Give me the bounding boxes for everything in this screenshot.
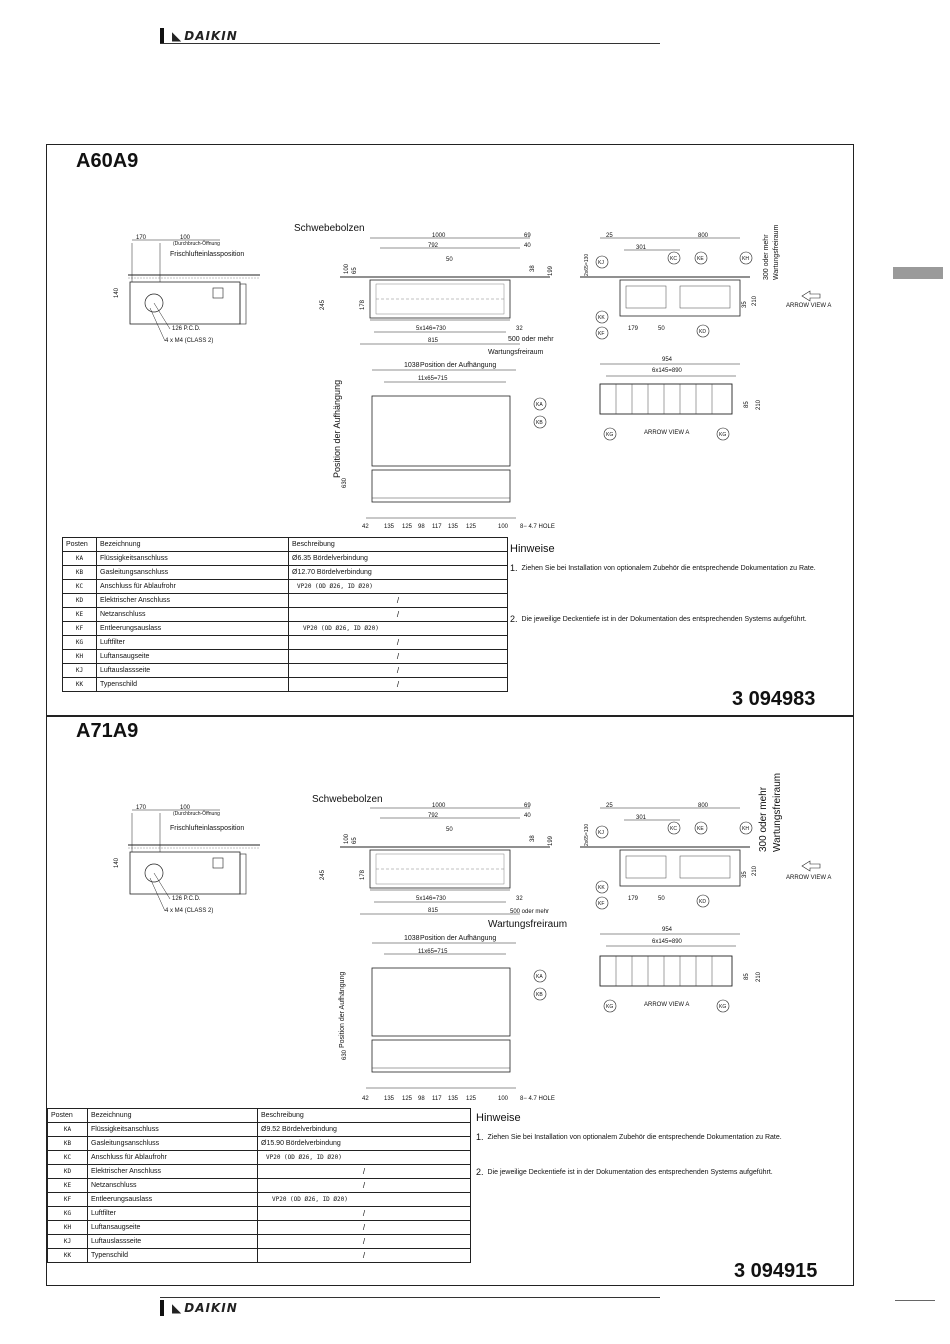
table-cell: VP20 (OD Ø26, ID Ø20) [289,622,508,636]
dim-label: 140 [114,857,120,868]
note-number: 1. [510,563,518,573]
table-cell: / [258,1221,471,1235]
dim-label: 85 [744,401,750,408]
dim-label: 98 [418,1096,425,1102]
table-cell: KB [48,1137,88,1151]
dim-label: 25 [606,233,613,239]
service-500-label: 500 oder mehr [508,336,554,343]
table-cell: KC [48,1151,88,1165]
svg-text:KC: KC [670,256,677,262]
svg-text:KJ: KJ [598,260,604,266]
table-row [63,678,508,692]
dim-label: 100 [344,263,350,274]
service-300-label: 300 oder mehr [758,786,769,852]
svg-text:KF: KF [598,901,605,907]
dim-label: 1038 [404,362,420,369]
dim-label: 178 [360,299,366,310]
arrow-view-drawing [590,352,770,444]
svg-text:KF: KF [598,331,605,337]
note-text: Ziehen Sie bei Installation von optionalem Zubehör die entsprechende Dokumentation zu Rate. [521,565,816,572]
footer-rule [160,1297,660,1298]
arrow-icon [802,291,820,301]
dim-label: 35 [742,871,748,878]
note-number: 1. [476,1132,484,1142]
table-row [63,580,508,594]
table-row [48,1235,471,1249]
table-row [48,1137,471,1151]
hanger-position-label: Position der Aufhängung [420,935,497,942]
table-row [63,566,508,580]
service-300-label: 300 oder mehr [763,234,770,280]
front-view-drawing [290,790,580,935]
table-cell: Ø12.70 Bördelverbindung [289,566,508,580]
table-cell: Luftfilter [88,1207,258,1221]
svg-text:KE: KE [697,826,704,832]
arrow-view-label: ARROW VIEW A [786,875,832,881]
dim-label: 1000 [432,233,446,239]
dim-label: 2x65=130 [584,823,590,846]
note-text: Die jeweilige Deckentiefe ist in der Dokumentation des entsprechenden Systems aufgeführt. [487,1169,773,1176]
note-item [510,614,845,625]
service-space-label: Wartungsfreiraum [488,349,544,356]
table-row [48,1207,471,1221]
note-item [476,1132,846,1143]
hole-label: 8− 4.7 HOLE [520,524,555,530]
table-row [48,1193,471,1207]
dim-label: 199 [548,265,554,276]
table-row [63,636,508,650]
table-cell: / [258,1249,471,1263]
svg-text:KJ: KJ [598,830,604,836]
table-cell: Ø6.35 Bördelverbindung [289,552,508,566]
screws-label: 4 x M4 (CLASS 2) [165,908,214,914]
daikin-logo: ◣ DAIKIN [172,29,238,43]
table-cell: Gasleitungsanschluss [97,566,289,580]
svg-text:KA: KA [536,402,543,408]
end-view-drawing [580,772,840,910]
hanger-position-label: Position der Aufhängung [420,362,497,369]
table-cell: KH [48,1221,88,1235]
table-header-posten: Posten [63,538,97,552]
table-cell: Anschluss für Ablaufrohr [97,580,289,594]
pcd-label: 126 P.C.D. [172,326,201,332]
table-cell: Entleerungsauslass [97,622,289,636]
notes-block [476,1112,846,1178]
table-cell: KJ [63,664,97,678]
svg-text:KE: KE [697,256,704,262]
table-cell: Gasleitungsanschluss [88,1137,258,1151]
model-title: A71A9 [76,720,139,742]
dim-label: 85 [744,973,750,980]
notes-block [510,543,845,625]
table-cell: Typenschild [88,1249,258,1263]
table-cell: / [289,650,508,664]
table-cell: KH [63,650,97,664]
dim-label: 245 [320,869,326,880]
arrow-view-drawing [590,922,770,1014]
table-row [63,622,508,636]
service-space-label: Wartungsfreiraum [488,919,568,930]
dim-label: 792 [428,813,439,819]
table-cell: KA [48,1123,88,1137]
table-row [48,1151,471,1165]
dim-label: 179 [628,326,639,332]
svg-text:KB: KB [536,992,543,998]
dim-label: 65 [352,837,358,844]
end-view-drawing [580,210,840,340]
dim-label: 42 [362,1096,369,1102]
svg-text:KC: KC [670,826,677,832]
svg-text:KA: KA [536,974,543,980]
table-cell: VP20 (OD Ø26, ID Ø20) [258,1193,471,1207]
table-cell: / [289,664,508,678]
dim-label: 25 [606,803,613,809]
note-text: Die jeweilige Deckentiefe ist in der Dokumentation des entsprechenden Systems aufgeführt. [521,616,807,623]
dim-label: 38 [530,265,536,272]
dim-label: 100 [180,805,191,811]
arrow-view-label: ARROW VIEW A [644,430,690,436]
dim-label: 125 [466,524,477,530]
table-cell: Ø9.52 Bördelverbindung [258,1123,471,1137]
table-row [63,608,508,622]
table-header-bezeichnung: Bezeichnung [97,538,289,552]
footer-right-rule [895,1300,935,1301]
table-cell: Anschluss für Ablaufrohr [88,1151,258,1165]
note-number: 2. [476,1167,484,1177]
table-row [63,650,508,664]
table-cell: KG [48,1207,88,1221]
knockout-label: (Durchbruch-Öffnung [173,811,220,817]
table-cell: Netzanschluss [97,608,289,622]
service-space-label: Wartungsfreiraum [772,772,783,852]
service-500-label: 500 oder mehr [510,909,550,915]
parts-table [62,537,508,692]
footer-logo [160,1299,238,1317]
dim-label: 954 [662,927,673,933]
dim-label: 301 [636,815,647,821]
dim-label: 210 [756,399,762,410]
dim-label: 117 [432,1096,442,1102]
dim-label: 800 [698,233,709,239]
front-view-drawing [290,220,560,360]
dim-label: 800 [698,803,709,809]
svg-text:KK: KK [598,315,605,321]
table-cell: Luftansaugseite [97,650,289,664]
table-cell: / [258,1235,471,1249]
dim-label: 630 [342,477,348,488]
table-cell: KF [48,1193,88,1207]
dim-label: 42 [362,524,369,530]
table-row [48,1249,471,1263]
hole-label: 8− 4.7 HOLE [520,1096,555,1102]
table-row [48,1165,471,1179]
dim-label: 69 [524,233,531,239]
svg-text:KG: KG [606,1004,614,1010]
table-cell: / [289,608,508,622]
notes-title: Hinweise [510,543,555,555]
table-cell: Luftauslassseite [97,664,289,678]
table-cell: / [289,636,508,650]
dim-label: 140 [114,287,120,298]
daikin-logo: ◣ DAIKIN [172,1301,238,1315]
note-item [510,563,845,574]
dim-label: 792 [428,243,439,249]
plan-view-drawing [326,358,576,536]
dim-label: 100 [180,235,191,241]
hanger-label: Schwebebolzen [312,794,383,805]
table-cell: VP20 (OD Ø26, ID Ø20) [258,1151,471,1165]
table-row [63,664,508,678]
table-cell: KK [48,1249,88,1263]
table-cell: / [289,678,508,692]
table-cell: KE [48,1179,88,1193]
dim-label: 11x65=715 [418,376,448,382]
table-cell: KD [48,1165,88,1179]
dim-label: 135 [384,524,395,530]
dim-label: 69 [524,803,531,809]
arrow-icon [802,861,820,871]
dim-label: 65 [352,267,358,274]
table-cell: Luftauslassseite [88,1235,258,1249]
arrow-view-label: ARROW VIEW A [786,303,832,309]
dim-label: 5x146=730 [416,326,446,332]
table-cell: KF [63,622,97,636]
logo-bar [160,1300,164,1316]
dim-label: 1038 [404,935,420,942]
dim-label: 125 [402,1096,413,1102]
fresh-air-label: Frischlufteinlassposition [170,251,245,258]
dim-label: 210 [752,865,758,876]
dim-label: 32 [516,326,523,332]
table-cell: KB [63,566,97,580]
dim-label: 35 [742,301,748,308]
dim-label: 38 [530,835,536,842]
service-space-label: Wartungsfreiraum [773,224,780,280]
svg-text:KH: KH [742,256,749,262]
dim-label: 1000 [432,803,446,809]
dim-label: 135 [448,524,459,530]
svg-text:KD: KD [699,329,706,335]
parts-table [47,1108,471,1263]
table-row [48,1123,471,1137]
table-cell: KD [63,594,97,608]
dim-label: 815 [428,338,439,344]
side-view-drawing [110,798,270,918]
table-cell: KE [63,608,97,622]
dim-label: 11x65=715 [418,949,448,955]
dim-label: 179 [628,896,639,902]
table-cell: KA [63,552,97,566]
dim-label: 170 [136,235,147,241]
header-rule [160,43,660,44]
dim-label: 50 [658,896,665,902]
table-cell: Flüssigkeitsanschluss [88,1123,258,1137]
table-cell: KJ [48,1235,88,1249]
table-cell: Entleerungsauslass [88,1193,258,1207]
fresh-air-label: Frischlufteinlassposition [170,825,245,832]
dim-label: 125 [402,524,413,530]
dim-label: 5x146=730 [416,896,446,902]
table-cell: Elektrischer Anschluss [97,594,289,608]
dim-label: 245 [320,299,326,310]
notes-title: Hinweise [476,1112,521,1124]
table-row [63,594,508,608]
arrow-view-label: ARROW VIEW A [644,1002,690,1008]
table-cell: VP20 (OD Ø26, ID Ø20) [289,580,508,594]
knockout-label: (Durchbruch-Öffnung [173,241,220,247]
dim-label: 815 [428,908,439,914]
logo-bar [160,28,164,44]
section-divider [46,715,854,717]
table-row [63,552,508,566]
dim-label: 32 [516,896,523,902]
table-cell: Netzanschluss [88,1179,258,1193]
svg-text:KH: KH [742,826,749,832]
dim-label: 210 [756,971,762,982]
hanger-label: Schwebebolzen [294,223,365,234]
dim-label: 50 [446,827,453,833]
side-tab-marker [893,267,943,279]
table-header-beschreibung: Beschreibung [258,1109,471,1123]
dim-label: 6x145=890 [652,368,682,374]
screws-label: 4 x M4 (CLASS 2) [165,338,214,344]
table-cell: / [258,1165,471,1179]
dim-label: 117 [432,524,442,530]
note-number: 2. [510,614,518,624]
dim-label: 199 [548,835,554,846]
table-cell: Luftfilter [97,636,289,650]
side-view-drawing [110,228,270,348]
svg-text:KD: KD [699,899,706,905]
dim-label: 100 [498,524,509,530]
table-cell: KC [63,580,97,594]
table-cell: KK [63,678,97,692]
svg-text:KG: KG [719,1004,727,1010]
table-header-posten: Posten [48,1109,88,1123]
table-header-beschreibung: Beschreibung [289,538,508,552]
dim-label: 50 [446,257,453,263]
table-cell: Ø15.90 Bördelverbindung [258,1137,471,1151]
dim-label: 135 [448,1096,459,1102]
dim-label: 40 [524,243,531,249]
dim-label: 178 [360,869,366,880]
dim-label: 100 [498,1096,509,1102]
svg-text:KG: KG [606,432,614,438]
dim-label: 954 [662,357,673,363]
table-cell: Flüssigkeitsanschluss [97,552,289,566]
document-number: 3 094983 [732,688,816,710]
dim-label: 50 [658,326,665,332]
dim-label: 40 [524,813,531,819]
svg-text:KG: KG [719,432,727,438]
dim-label: 6x145=890 [652,939,682,945]
note-text: Ziehen Sie bei Installation von optionalem Zubehör die entsprechende Dokumentation zu Rate. [487,1134,782,1141]
table-row [48,1221,471,1235]
table-cell: / [258,1207,471,1221]
svg-text:KK: KK [598,885,605,891]
table-cell: KG [63,636,97,650]
dim-label: 100 [344,833,350,844]
hanger-position-vertical: Position der Aufhängung [339,971,346,1048]
dim-label: 98 [418,524,425,530]
dim-label: 170 [136,805,147,811]
document-number: 3 094915 [734,1260,818,1282]
dim-label: 301 [636,245,647,251]
svg-text:KB: KB [536,420,543,426]
table-cell: / [258,1179,471,1193]
dim-label: 2x65=130 [584,253,590,276]
table-cell: Luftansaugseite [88,1221,258,1235]
model-title: A60A9 [76,150,139,172]
table-cell: Elektrischer Anschluss [88,1165,258,1179]
plan-view-drawing [326,928,576,1106]
pcd-label: 126 P.C.D. [172,896,201,902]
dim-label: 135 [384,1096,395,1102]
note-item [476,1167,846,1178]
table-row [48,1179,471,1193]
dim-label: 630 [342,1049,348,1060]
table-header-bezeichnung: Bezeichnung [88,1109,258,1123]
table-cell: / [289,594,508,608]
dim-label: 125 [466,1096,477,1102]
table-cell: Typenschild [97,678,289,692]
dim-label: 210 [752,295,758,306]
hanger-position-vertical: Position der Aufhängung [332,379,342,478]
